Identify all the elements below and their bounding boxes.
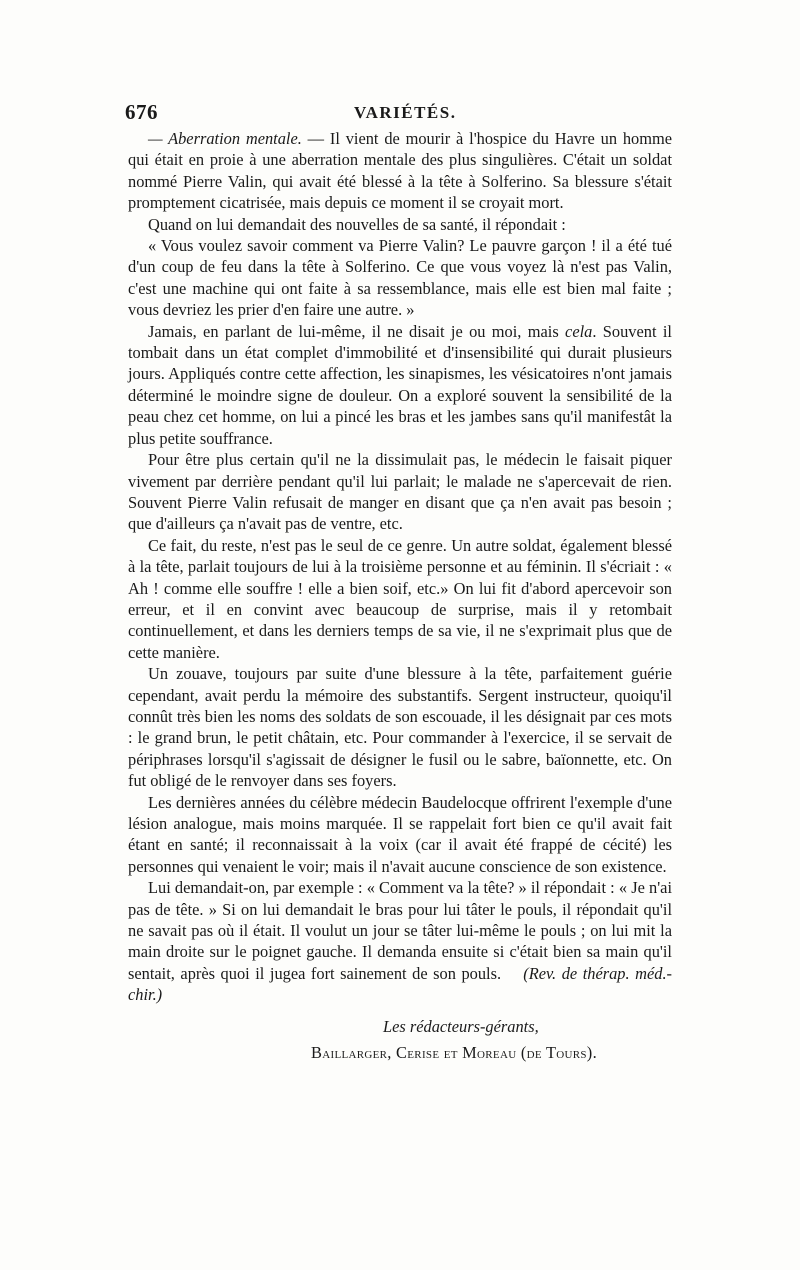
page-header <box>125 100 670 130</box>
paragraph-text: . Souvent il tombait dans un état complet d'immobilité et d'insensibilité qui durait plusieurs jours. Appliqués contre cette affection, les sinapismes, les vésicatoires n'ont jamais déterminé le moindre signe de douleur. On a exploré souvent la sensibilité de la peau chez cet homme, on lui a pincé les bras et les jambes sans qu'il manifestât la plus petite souffrance. <box>128 321 672 448</box>
article-paragraph <box>128 663 672 791</box>
running-head: VARIÉTÉS. <box>354 103 457 122</box>
article-body <box>128 128 672 1006</box>
paragraph-text: Lui demandait-on, par exemple : « Comment va la tête? » il répondait : « Je n'ai pas de tête. » Si on lui demandait le bras pour lui tâter le pouls, il répondait qu'il ne savait pas où il était. Il voulut un jour se tâter lui-même le pouls ; on lui mit la main droite sur le poignet gauche. Il demanda ensuite si c'était bien sa main qu'il sentait, après quoi il jugea fort sainement de son pouls. <box>128 878 672 983</box>
article-paragraph <box>128 214 672 235</box>
page-number: 676 <box>125 100 158 124</box>
signature-block <box>128 1014 672 1066</box>
paragraph-text: Ce fait, du reste, n'est pas le seul de ce genre. Un autre soldat, également blessé à la tête, parlait toujours de lui à la troisième personne et au féminin. Il s'écriait : « Ah ! comme elle souffre ! elle a bien soif, etc.» On lui fit d'abord apercevoir son erreur, et il en convint avec beaucoup de surprise, mais il y retombait continuellement, et dans les derniers temps de sa vie, il ne s'exprimait plus que de cette manière. <box>128 535 672 662</box>
article-paragraph <box>128 128 672 214</box>
paragraph-text: — Il vient de mourir à l'hospice du Havre un homme qui était en proie à une aberration mentale des plus singulières. C'était un soldat nommé Pierre Valin, qui avait été blessé à la tête à Solferino. Sa blessure s'était promptement cicatrisée, mais depuis ce moment il se croyait mort. <box>128 129 672 213</box>
paragraph-text: Jamais, en parlant de lui-même, il ne disait je ou moi, mais <box>148 321 566 341</box>
article-paragraph <box>128 792 672 878</box>
paragraph-text: Pour être plus certain qu'il ne la dissimulait pas, le médecin le faisait piquer vivement par derrière pendant qu'il lui parlait; le malade ne s'apercevait de rien. Souvent Pierre Valin refusait de manger en disant que ça n'en avait pas besoin ; que d'ailleurs ça n'avait pas de ventre, etc. <box>128 450 672 534</box>
article-paragraph <box>128 535 672 663</box>
paragraph-text: Les dernières années du célèbre médecin Baudelocque offrirent l'exemple d'une lésion analogue, mais moins marquée. Il se rappelait fort bien ce qu'il avait fait étant en santé; il reconnaissait à la voix (car il avait été frappé de cécité) les personnes qui venaient le voir; mais il n'avait aucune conscience de son existence. <box>128 792 672 876</box>
signature-title: Les rédacteurs-gérants, <box>383 1017 539 1036</box>
paragraph-text: Quand on lui demandait des nouvelles de sa santé, il répondait : <box>148 214 566 234</box>
article-paragraph <box>128 235 672 321</box>
paragraph-text: « Vous voulez savoir comment va Pierre Valin? Le pauvre garçon ! il a été tué d'un coup de feu dans la tête à Solferino. Ce que vous voyez là n'est pas Valin, c'est une machine qui ont faite à sa ressemblance, mais elle est bien mal faite ; vous devriez les prier d'en faire une autre. » <box>128 236 672 320</box>
italic-word: cela <box>565 321 593 341</box>
source-citation: (Rev. de thérap. méd.-chir.) <box>128 963 673 1005</box>
paragraph-text: Un zouave, toujours par suite d'une blessure à la tête, parfaitement guérie cependant, avait perdu la mémoire des substantifs. Sergent instructeur, quoiqu'il connût très bien les noms des soldats de son escouade, il les désignait par ces mots : le grand brun, le petit châtain, etc. Pour commander à l'exercice, il se servait de périphrases lorsqu'il s'agissait de désigner le fusil ou le sabre, baïonnette, etc. On fut obligé de le renvoyer dans ses foyers. <box>128 664 672 791</box>
article-paragraph <box>128 449 672 535</box>
signature-names: Baillarger, Cerise et Moreau (de Tours). <box>311 1043 597 1062</box>
article-title: — Aberration mentale. <box>148 129 302 148</box>
article-paragraph <box>128 877 672 1005</box>
article-paragraph <box>128 321 672 449</box>
